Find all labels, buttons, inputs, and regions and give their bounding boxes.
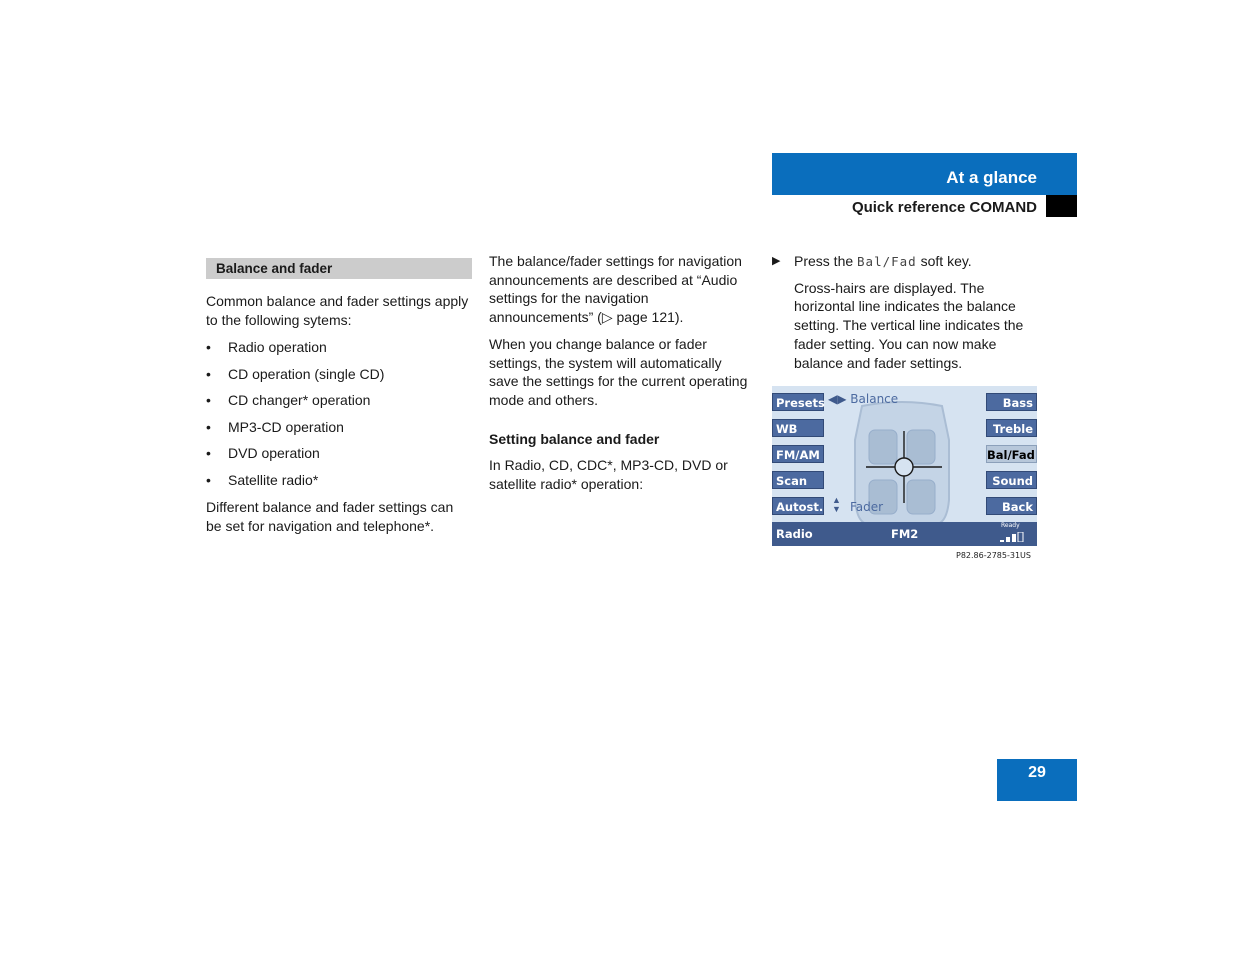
softkey-autost[interactable]: Autost.: [772, 497, 824, 515]
section-subtitle: Quick reference COMAND: [851, 199, 1037, 216]
softkey-reference: Bal/Fad: [857, 254, 917, 269]
bullet-icon: •: [206, 445, 211, 462]
step-arrow-icon: ▶: [772, 255, 781, 267]
bullet-icon: •: [206, 365, 211, 382]
autosave-paragraph: When you change balance or fader settings, the system will automatically save the settings for the current operating mode and others.: [489, 335, 748, 408]
softkey-back[interactable]: Back: [986, 497, 1037, 515]
left-softkeys: [772, 393, 824, 523]
right-softkeys: [986, 393, 1037, 523]
status-bar: [772, 522, 1037, 546]
crosshair-icon: [866, 431, 942, 503]
chapter-title: At a glance: [946, 168, 1037, 187]
softkey-fm-am[interactable]: FM/AM: [772, 445, 824, 463]
bullet-icon: •: [206, 471, 211, 488]
status-mode: Radio: [776, 527, 813, 541]
signal-strength-icon: [1000, 532, 1032, 542]
status-ready: Ready: [1001, 522, 1020, 529]
bullet-icon: •: [206, 418, 211, 435]
softkey-bass[interactable]: Bass: [986, 393, 1037, 411]
chapter-header-bar: [772, 153, 1077, 195]
softkey-presets[interactable]: Presets: [772, 393, 824, 411]
balance-indicator: [828, 392, 898, 406]
bullet-icon: •: [206, 392, 211, 409]
list-item: • Satellite radio*: [206, 471, 319, 488]
outro-paragraph: Different balance and fader settings can be set for navigation and telephone*.: [206, 498, 454, 534]
softkey-sound[interactable]: Sound: [986, 471, 1037, 489]
systems-list: [206, 338, 472, 490]
header-marker-block: [1046, 195, 1077, 217]
list-item: • DVD operation: [206, 445, 320, 462]
balance-label: Balance: [850, 392, 899, 406]
navigation-note-paragraph: The balance/fader settings for navigation announcements are described at “Audio settings for the navigation announcements” (▷ page 121).: [489, 253, 742, 326]
fader-label: Fader: [850, 500, 884, 514]
operation-modes-paragraph: In Radio, CD, CDC*, MP3-CD, DVD or satellite radio* operation:: [489, 457, 728, 493]
up-down-arrows-icon: ▲ ▼: [832, 495, 841, 514]
intro-paragraph: Common balance and fader settings apply to the following sytems:: [206, 293, 469, 328]
column-1: [206, 258, 472, 544]
instruction-step: ▶ Press the Bal/Fad soft key.: [772, 253, 972, 269]
section-heading: Balance and fader: [206, 258, 472, 279]
softkey-bal-fad[interactable]: Bal/Fad: [986, 445, 1037, 463]
crosshair-description: Cross-hairs are displayed. The horizontal line indicates the balance setting. The vertical line indicates the fader setting. You can now make balance and fader settings.: [794, 279, 1024, 371]
softkey-scan[interactable]: Scan: [772, 471, 824, 489]
page-number: 29: [1028, 764, 1046, 781]
bullet-icon: •: [206, 339, 211, 355]
softkey-treble[interactable]: Treble: [986, 419, 1037, 437]
list-item: • Radio operation: [206, 339, 327, 355]
image-reference-code: P82.86-2785-31US: [956, 551, 1031, 560]
status-band: FM2: [891, 527, 919, 541]
subsection-heading: Setting balance and fader: [489, 430, 660, 447]
comand-screen-illustration: [772, 386, 1037, 546]
column-2: [489, 252, 754, 502]
page-number-tab: [997, 759, 1077, 801]
column-3: [772, 252, 1037, 372]
list-item: • CD operation (single CD): [206, 365, 385, 382]
softkey-wb[interactable]: WB: [772, 419, 824, 437]
list-item: • CD changer* operation: [206, 392, 371, 409]
left-right-arrows-icon: ◀▶: [828, 392, 847, 406]
list-item: • MP3-CD operation: [206, 418, 344, 435]
